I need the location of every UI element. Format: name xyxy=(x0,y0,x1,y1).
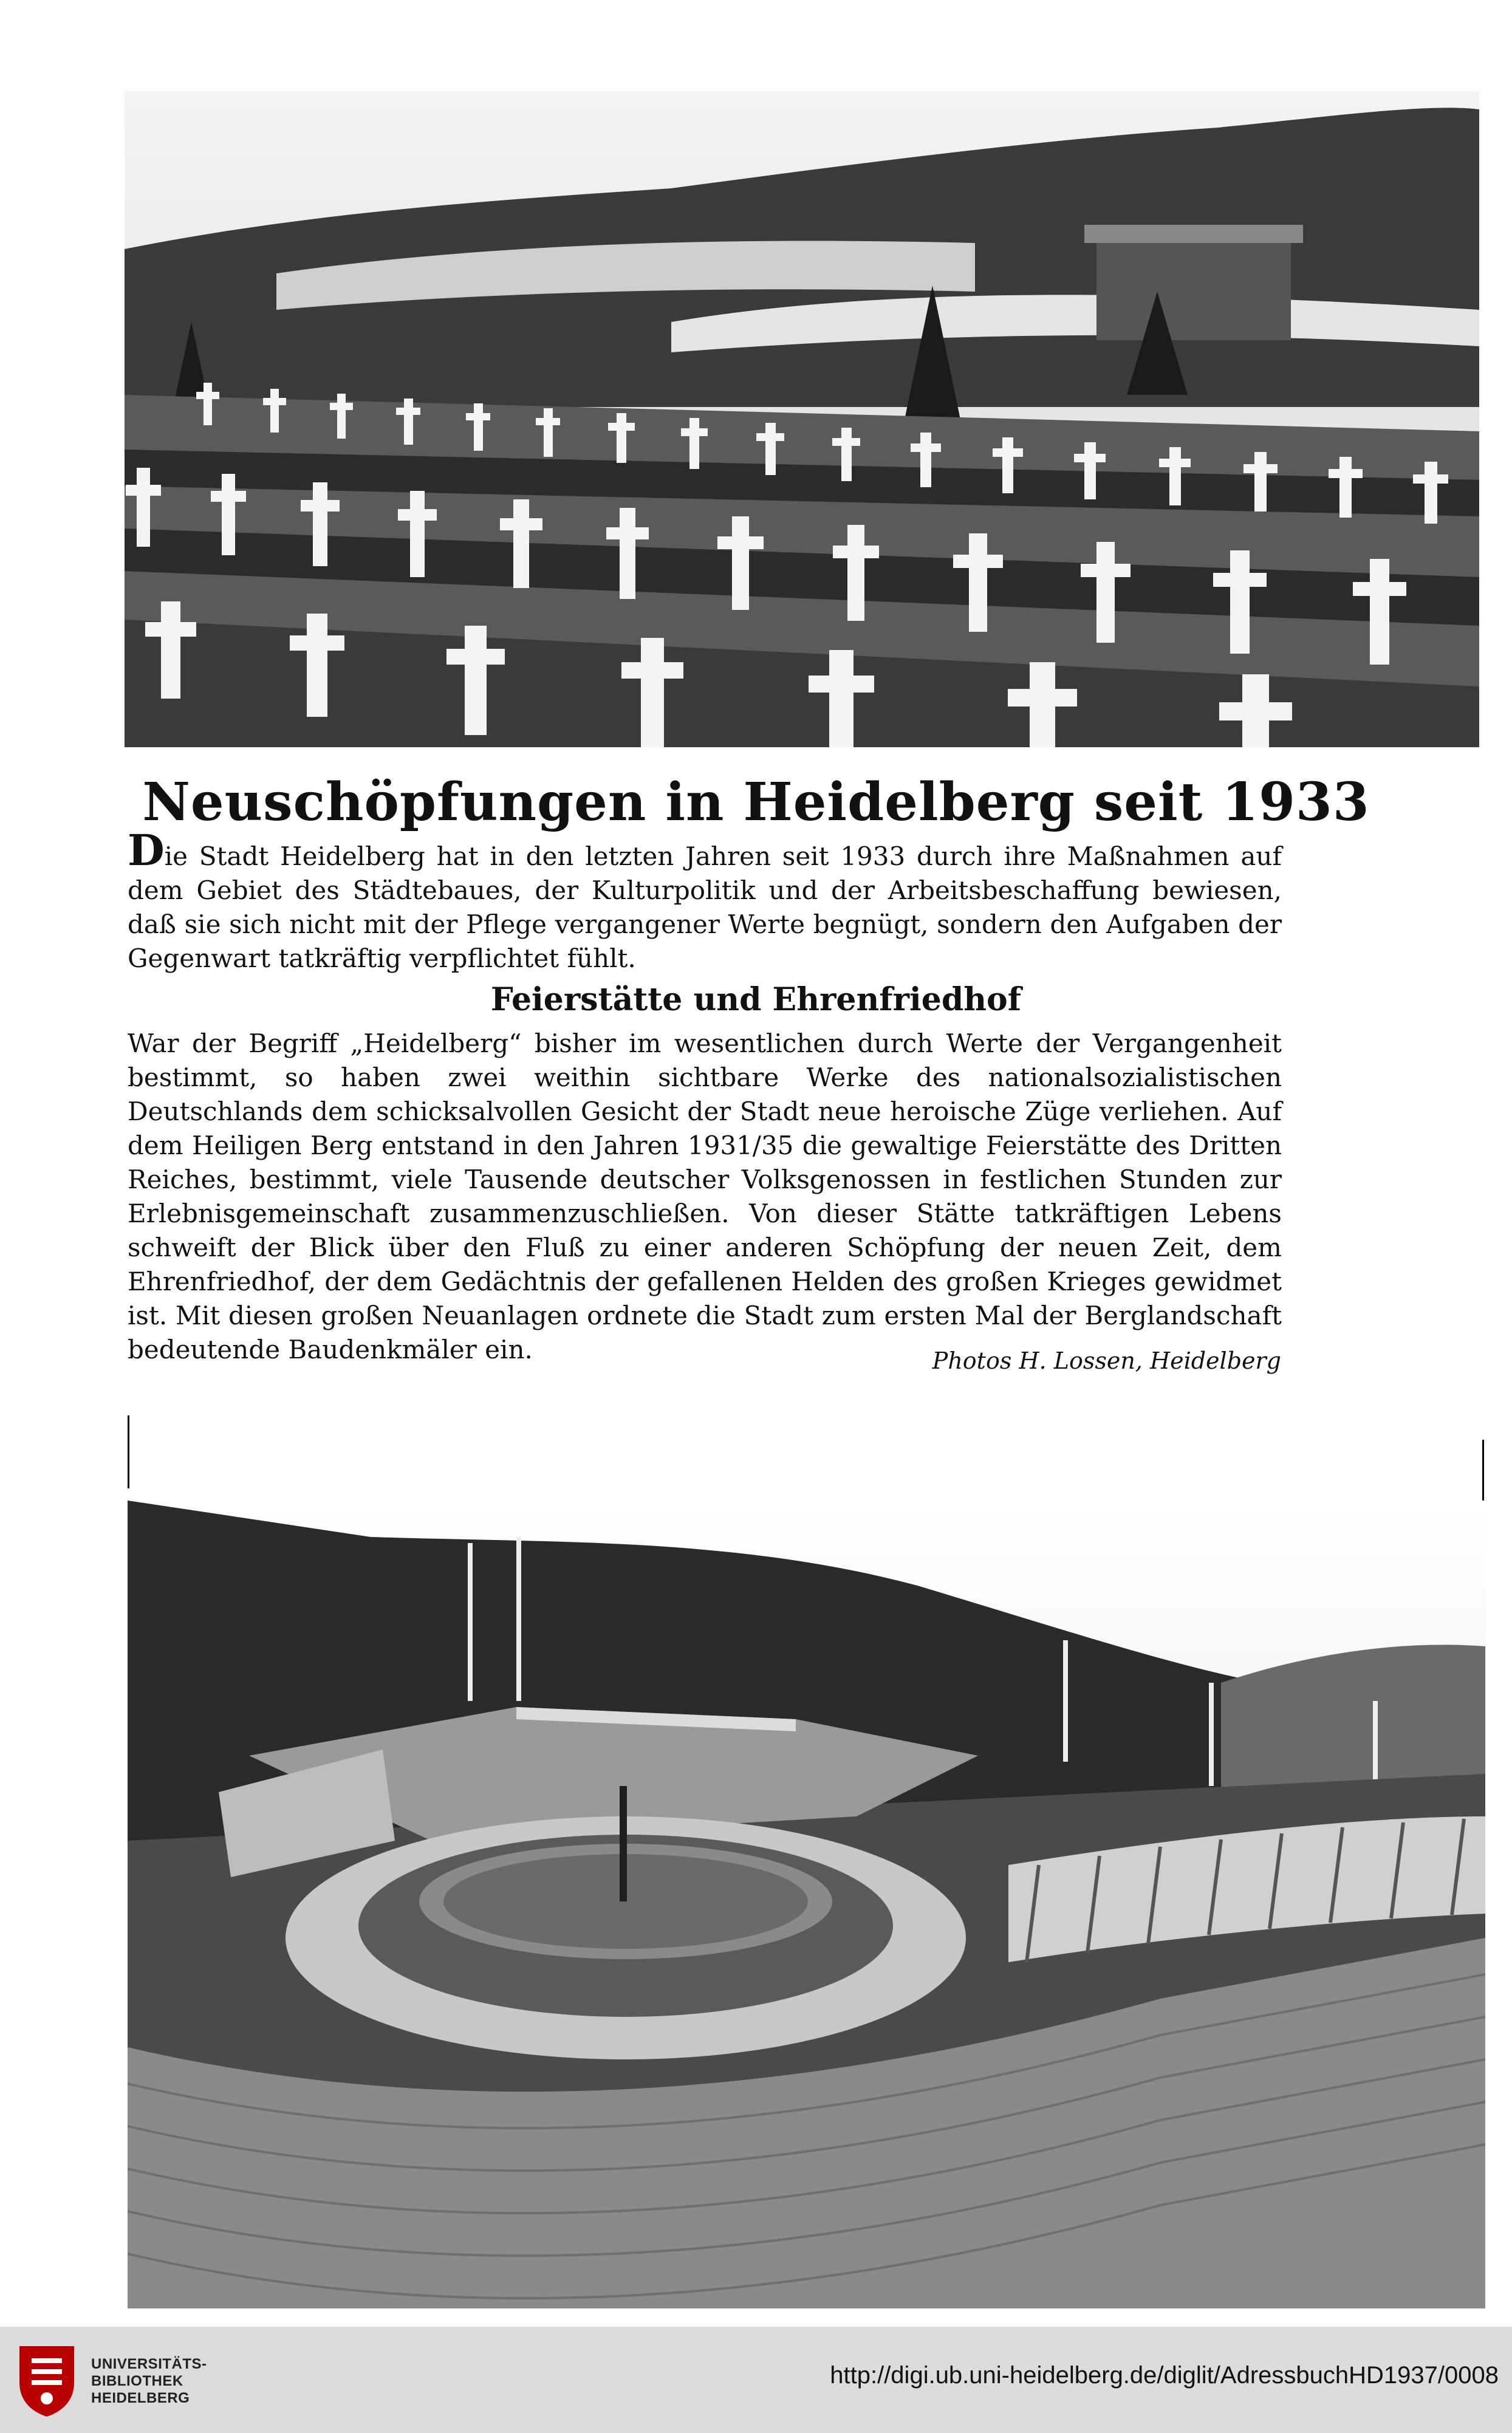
library-name-line-1: UNIVERSITÄTS- xyxy=(91,2356,207,2372)
photo-amphitheater xyxy=(128,1501,1485,2308)
source-url-link[interactable]: http://digi.ub.uni-heidelberg.de/diglit/AdressbuchHD1937/0008 xyxy=(830,2362,1499,2389)
library-name-line-2: BIBLIOTHEK xyxy=(91,2373,183,2389)
cemetery-illustration xyxy=(125,91,1479,747)
intro-paragraph xyxy=(128,825,1282,976)
margin-rule-left xyxy=(128,1415,129,1488)
library-name xyxy=(91,2356,207,2407)
body-paragraph: War der Begriff „Heidelberg“ bisher im wesentlichen durch Werte der Vergangenheit bestimmt, so haben zwei weithin sichtbare Werke des nationalsozialistischen Deutschlands dem schicksalvollen Gesicht der Stadt neue heroische Züge verliehen. Auf dem Heiligen Berg entstand in den Jahren 1931/35 die gewaltige Feierstätte des Dritten Reiches, bestimmt, viele Tausende deutscher Volksgenossen in festlichen Stunden zur Erlebnisgemeinschaft zusammenzuschließen. Von dieser Stätte tatkräftigen Lebens schweift der Blick über den Fluß zu einer anderen Schöpfung der neuen Zeit, dem Ehrenfriedhof, der dem Gedächtnis der gefallenen Helden des großen Krieges gewidmet ist. Mit diesen großen Neuanlagen ordnete die Stadt zum ersten Mal der Berglandschaft bedeutende Baudenkmäler ein. xyxy=(128,1028,1282,1364)
drop-cap: D xyxy=(128,825,165,875)
intro-text: ie Stadt Heidelberg hat in den letzten Jahren seit 1933 durch ihre Maßnahmen auf dem Gebiet des Städtebaues, der Kulturpolitik und der Arbeitsbeschaffung bewiesen, daß sie sich nicht mit der Pflege vergangener Werte begnügt, sondern den Aufgaben der Gegenwart tatkräftig verpflichtet fühlt. xyxy=(128,841,1282,973)
photo-cemetery xyxy=(125,91,1479,747)
section-heading: Feierstätte und Ehrenfriedhof xyxy=(490,981,1022,1018)
amphitheater-illustration xyxy=(128,1501,1485,2308)
page-title: Neuschöpfungen in Heidelberg seit 1933 xyxy=(142,772,1370,833)
library-seal-icon xyxy=(13,2340,80,2419)
library-name-line-3: HEIDELBERG xyxy=(91,2390,190,2406)
photo-credit: Photos H. Lossen, Heidelberg xyxy=(932,1347,1281,1374)
footer-bar xyxy=(0,2327,1512,2433)
